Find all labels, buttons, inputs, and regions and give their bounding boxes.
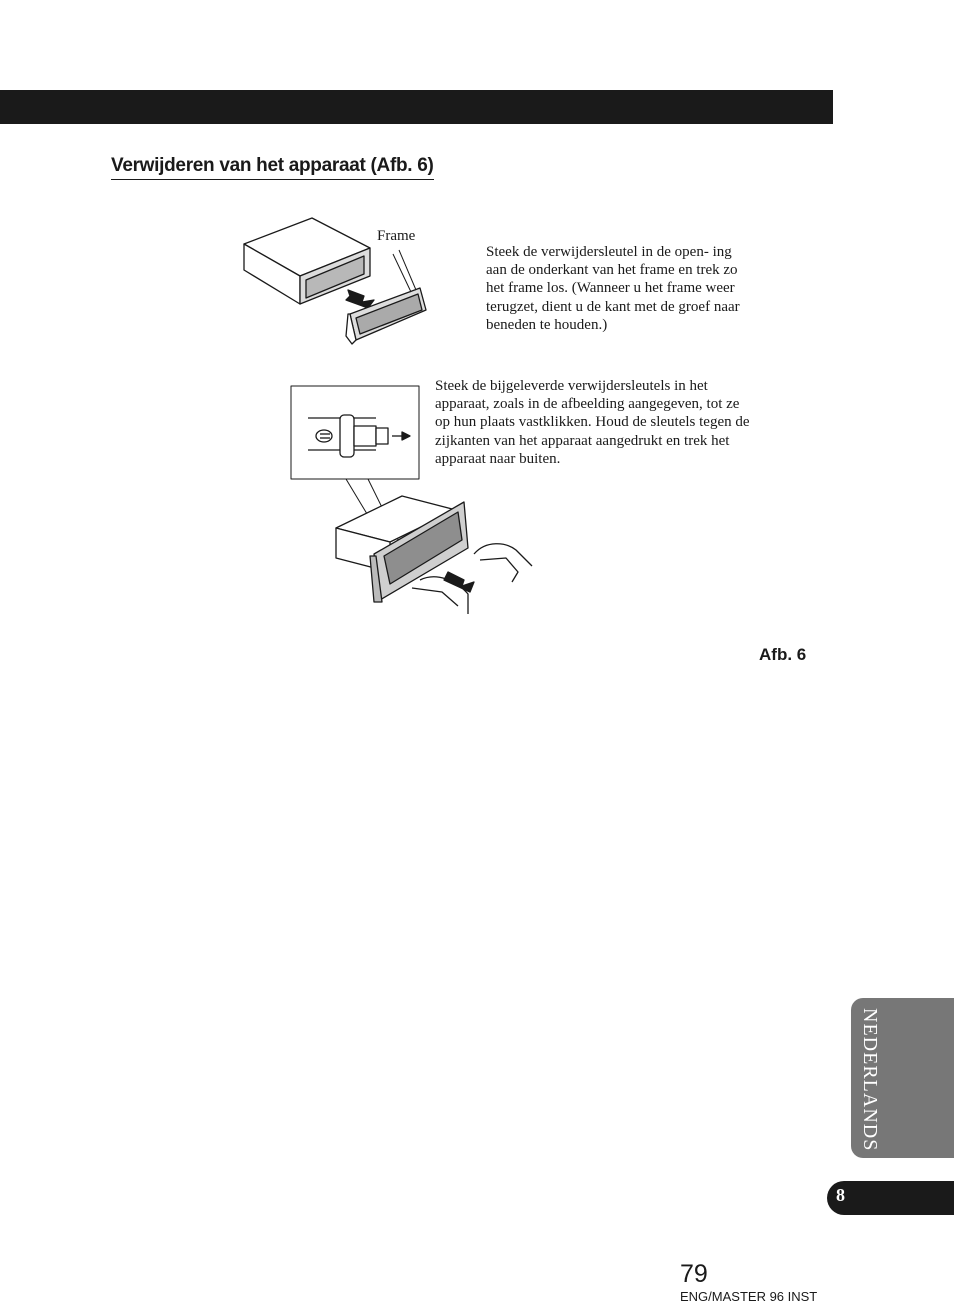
header-bar: [0, 90, 833, 124]
step1-instruction: Steek de verwijdersleutel in de open- ing aan de onderkant van het frame en trek zo het frame los. (Wanneer u het frame weer terugzet, dient u de kant met de groef naar beneden te houden.): [486, 244, 740, 333]
language-tab: [851, 998, 954, 1158]
chapter-badge: [827, 1181, 954, 1215]
frame-label: Frame: [377, 228, 416, 244]
arrow-icon-frame-removal: [346, 290, 374, 308]
language-label: NEDERLANDS: [859, 1008, 881, 1152]
figure-caption: Afb. 6: [759, 645, 807, 664]
page-number: 79: [680, 1260, 708, 1288]
step2-instruction: Steek de bijgeleverde verwijdersleutels in het apparaat, zoals in de afbeelding aangegeven, tot ze op hun plaats vastklikken. Houd de sleutels tegen de zijkanten van het apparaat aangedrukt en trek het apparaat naar buiten.: [435, 378, 750, 467]
chapter-number: 8: [836, 1185, 845, 1205]
footer-code: ENG/MASTER 96 INST: [680, 1289, 818, 1304]
section-title: Verwijderen van het apparaat (Afb. 6): [111, 154, 434, 180]
